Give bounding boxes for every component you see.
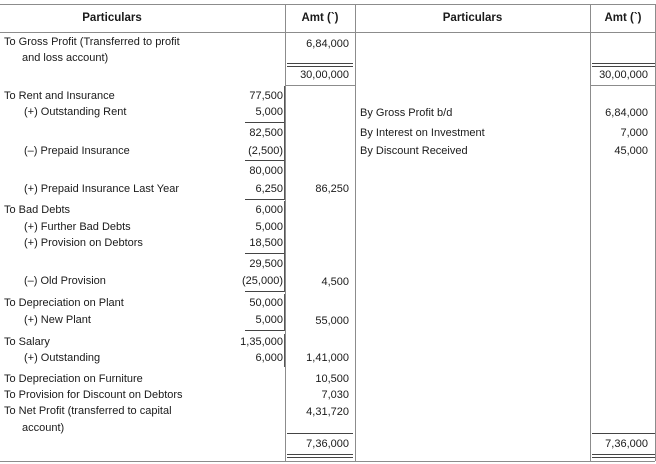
total-rule-right [592, 433, 655, 434]
depreciation-plant-label: To Depreciation on Plant [4, 297, 124, 309]
trading-total-rule-right [592, 63, 655, 67]
rent-net-subtotal-inner: 80,000 [249, 165, 283, 177]
header-amount-right: Amt (`) [604, 12, 642, 24]
total-double-rule-left [287, 454, 353, 458]
credit-interest-label: By Interest on Investment [360, 127, 485, 139]
outstanding-salary-label: (+) Outstanding [24, 352, 101, 364]
credit-gross-profit-amount: 6,84,000 [605, 107, 648, 119]
depreciation-furniture-amount: 10,500 [315, 373, 349, 385]
grand-total-right: 7,36,000 [605, 438, 648, 450]
depreciation-plant-amount: 55,000 [315, 315, 349, 327]
bad-debts-amount: 4,500 [321, 276, 349, 288]
bad-debts-subtotal-inner: 29,500 [249, 258, 283, 270]
old-provision-inner: (25,000) [242, 275, 283, 287]
rent-insurance-amount: 86,250 [315, 183, 349, 195]
credit-discount-label: By Discount Received [360, 145, 468, 157]
credit-discount-amount: 45,000 [614, 145, 648, 157]
bad-debts-inner-bracket [245, 201, 285, 292]
table-top-border [0, 4, 655, 5]
depreciation-plant-inner: 50,000 [249, 297, 283, 309]
credit-gross-profit-label: By Gross Profit b/d [360, 107, 453, 119]
rent-insurance-label: To Rent and Insurance [4, 90, 115, 102]
outstanding-rent-label: (+) Outstanding Rent [24, 106, 127, 118]
net-profit-amount: 4,31,720 [306, 406, 349, 418]
header-particulars-right: Particulars [442, 12, 503, 24]
header-bottom-border [0, 32, 655, 33]
provision-on-debtors-label: (+) Provision on Debtors [24, 237, 143, 249]
gross-profit-transfer-label-cont: and loss account) [22, 52, 109, 64]
trading-section-bottom-border-right [591, 85, 655, 86]
net-profit-label-cont: account) [22, 422, 65, 434]
outstanding-salary-inner: 6,000 [255, 352, 283, 364]
column-divider-debit-credit [355, 4, 356, 461]
provision-on-debtors-inner: 18,500 [249, 237, 283, 249]
outstanding-rent-inner: 5,000 [255, 106, 283, 118]
rent-insurance-inner: 77,500 [249, 90, 283, 102]
bad-debts-label: To Bad Debts [4, 204, 71, 216]
salary-amount: 1,41,000 [306, 352, 349, 364]
salary-inner: 1,35,000 [240, 336, 283, 348]
credit-interest-amount: 7,000 [620, 127, 648, 139]
header-particulars-left: Particulars [82, 12, 142, 24]
provision-discount-amount: 7,030 [321, 389, 349, 401]
trading-total-rule-left [287, 63, 353, 67]
trading-total-left: 30,00,000 [300, 69, 349, 81]
prepaid-last-year-inner: 6,250 [255, 183, 283, 195]
new-plant-inner: 5,000 [255, 314, 283, 326]
rent-inner-bracket [245, 86, 285, 200]
trading-section-bottom-border [286, 85, 355, 86]
total-rule-left [287, 433, 353, 434]
net-profit-label: To Net Profit (transferred to capital [4, 405, 172, 417]
plant-inner-bracket [245, 294, 285, 331]
depreciation-furniture-label: To Depreciation on Furniture [4, 373, 143, 385]
rent-subtotal-inner: 82,500 [249, 127, 283, 139]
prepaid-insurance-label: (–) Prepaid Insurance [24, 145, 130, 157]
gross-profit-transfer-amount: 6,84,000 [306, 38, 349, 50]
new-plant-label: (+) New Plant [24, 314, 91, 326]
prepaid-insurance-inner: (2,500) [248, 145, 283, 157]
trading-total-right: 30,00,000 [599, 69, 648, 81]
further-bad-debts-inner: 5,000 [255, 221, 283, 233]
total-double-rule-right [592, 454, 655, 458]
salary-label: To Salary [4, 336, 50, 348]
further-bad-debts-label: (+) Further Bad Debts [24, 221, 131, 233]
old-provision-label: (–) Old Provision [24, 275, 106, 287]
table-bottom-border [0, 461, 655, 462]
salary-inner-bracket [245, 334, 285, 367]
gross-profit-transfer-label: To Gross Profit (Transferred to profit [4, 36, 180, 48]
provision-discount-label: To Provision for Discount on Debtors [4, 389, 183, 401]
grand-total-left: 7,36,000 [306, 438, 349, 450]
prepaid-last-year-label: (+) Prepaid Insurance Last Year [24, 183, 180, 195]
header-amount-left: Amt (`) [301, 12, 339, 24]
bad-debts-inner: 6,000 [255, 204, 283, 216]
